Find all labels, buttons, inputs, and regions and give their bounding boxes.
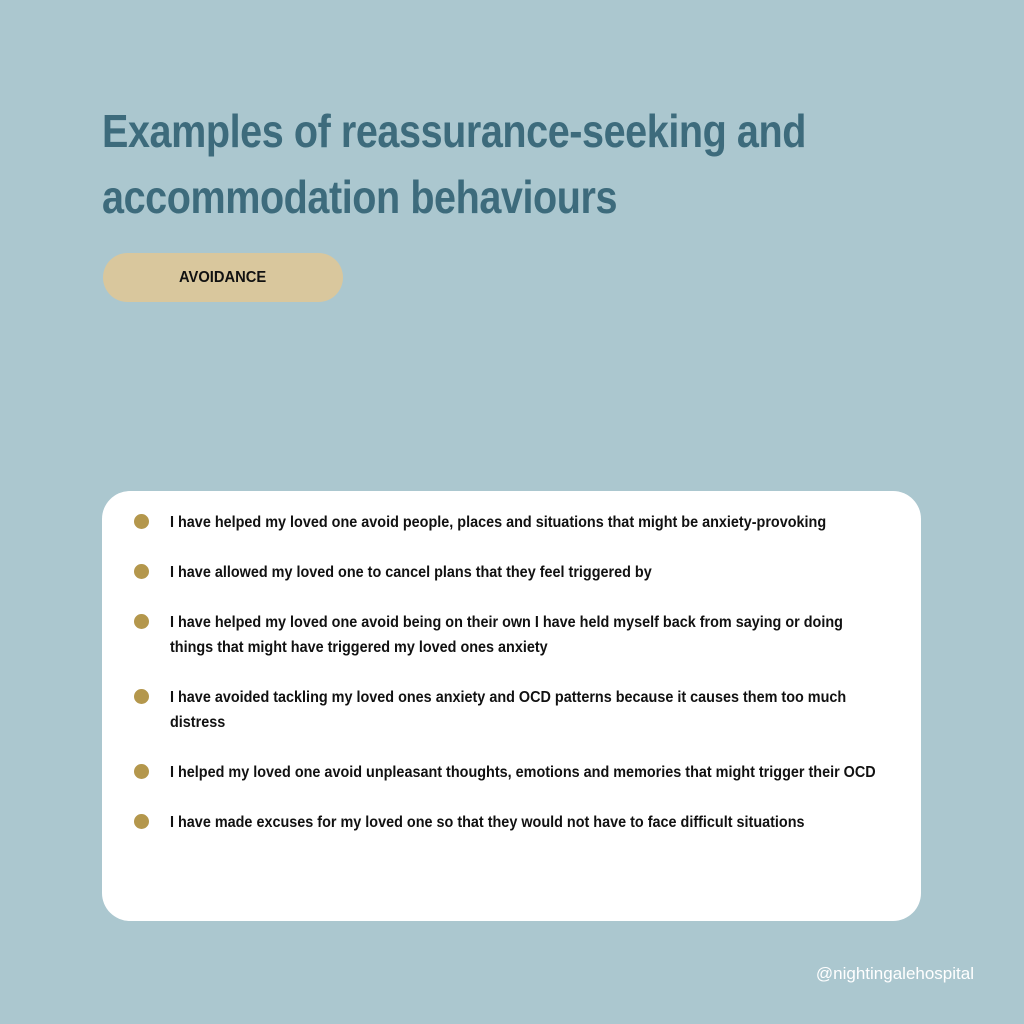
list-item	[134, 610, 901, 660]
bullet-dot-icon	[134, 764, 149, 779]
bullet-dot-icon	[134, 689, 149, 704]
list-item	[134, 560, 901, 585]
bullet-dot-icon	[134, 564, 149, 579]
list-item-text: I helped my loved one avoid unpleasant thoughts, emotions and memories that might trigger their OCD	[170, 764, 876, 781]
list-item-text: I have helped my loved one avoid people, places and situations that might be anxiety-provoking	[170, 514, 827, 531]
page-title	[102, 98, 807, 230]
list-item	[134, 685, 901, 735]
page-title-line-1: Examples of reassurance-seeking and	[102, 105, 806, 157]
list-item	[134, 510, 901, 535]
behaviours-list	[134, 510, 901, 835]
list-item-text: I have avoided tackling my loved ones anxiety and OCD patterns because it causes them too much distress	[170, 689, 847, 731]
list-item	[134, 760, 901, 785]
category-tag	[103, 253, 343, 302]
behaviours-card	[102, 491, 921, 921]
bullet-dot-icon	[134, 614, 149, 629]
list-item	[134, 810, 901, 835]
list-item-text: I have made excuses for my loved one so that they would not have to face difficult situations	[170, 814, 805, 831]
social-handle: @nightingalehospital	[815, 964, 974, 983]
bullet-dot-icon	[134, 514, 149, 529]
category-tag-label: AVOIDANCE	[179, 268, 267, 286]
list-item-text: I have allowed my loved one to cancel plans that they feel triggered by	[170, 564, 652, 581]
bullet-dot-icon	[134, 814, 149, 829]
page-title-line-2: accommodation behaviours	[102, 171, 618, 223]
list-item-text: I have helped my loved one avoid being on their own I have held myself back from saying or doing things that might have triggered my loved ones anxiety	[170, 614, 843, 656]
